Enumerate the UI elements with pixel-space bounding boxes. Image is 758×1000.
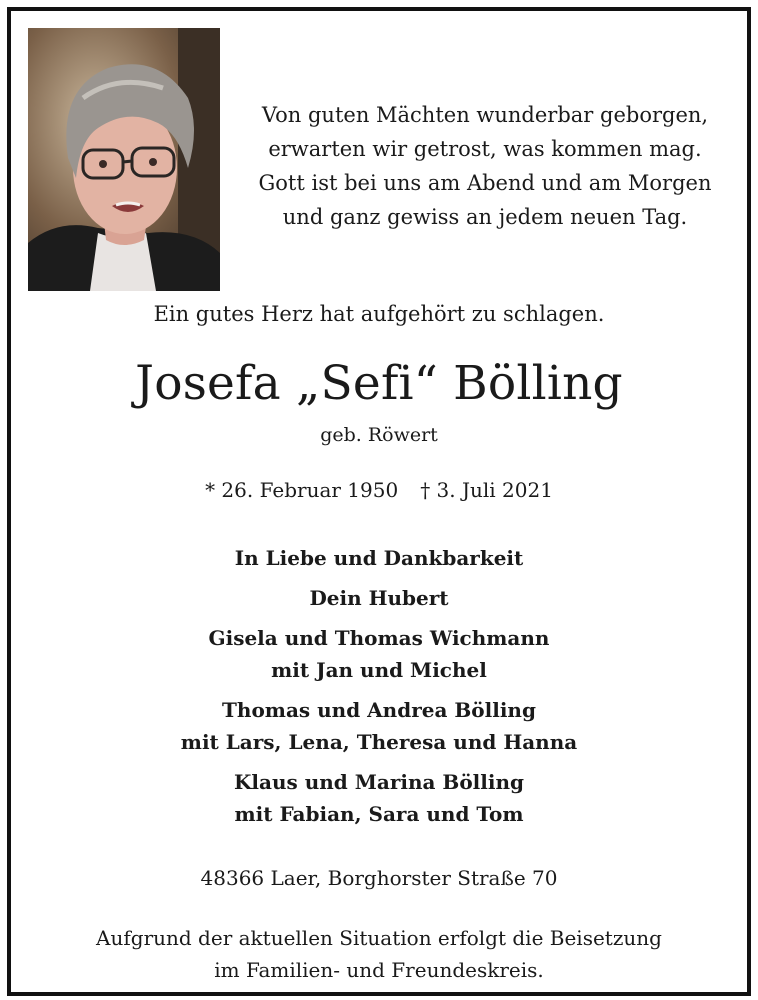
family-line: Thomas und Andrea Bölling: [222, 698, 536, 722]
family-list: [0, 542, 758, 838]
poem: [240, 98, 730, 234]
intro-text: Ein gutes Herz hat aufgehört zu schlagen.: [153, 302, 605, 326]
note-line: im Familien- und Freundeskreis.: [214, 958, 544, 982]
family-group: [0, 766, 758, 830]
family-line: mit Lars, Lena, Theresa und Hanna: [180, 730, 578, 754]
family-line: Klaus und Marina Bölling: [234, 770, 524, 794]
funeral-note: [0, 922, 758, 986]
born-name: geb. Röwert: [320, 424, 438, 446]
family-group: [0, 582, 758, 614]
portrait-photo: [28, 28, 220, 291]
family-line: Gisela und Thomas Wichmann: [208, 626, 550, 650]
family-group: [0, 622, 758, 686]
family-line: mit Jan und Michel: [271, 658, 487, 682]
family-group: [0, 542, 758, 574]
death-date: † 3. Juli 2021: [420, 478, 553, 502]
family-line: Dein Hubert: [309, 586, 449, 610]
note-line: Aufgrund der aktuellen Situation erfolgt die Beisetzung: [96, 926, 662, 950]
family-line: In Liebe und Dankbarkeit: [234, 546, 524, 570]
poem-line: Gott ist bei uns am Abend und am Morgen: [258, 171, 712, 195]
poem-line: und ganz gewiss an jedem neuen Tag.: [282, 205, 688, 229]
family-line: mit Fabian, Sara und Tom: [234, 802, 524, 826]
address: 48366 Laer, Borghorster Straße 70: [200, 866, 558, 890]
life-dates: [0, 478, 758, 502]
deceased-name: Josefa „Sefi“ Bölling: [135, 356, 623, 411]
family-group: [0, 694, 758, 758]
poem-line: erwarten wir getrost, was kommen mag.: [268, 137, 702, 161]
birth-date: * 26. Februar 1950: [205, 478, 399, 502]
poem-line: Von guten Mächten wunderbar geborgen,: [261, 103, 709, 127]
